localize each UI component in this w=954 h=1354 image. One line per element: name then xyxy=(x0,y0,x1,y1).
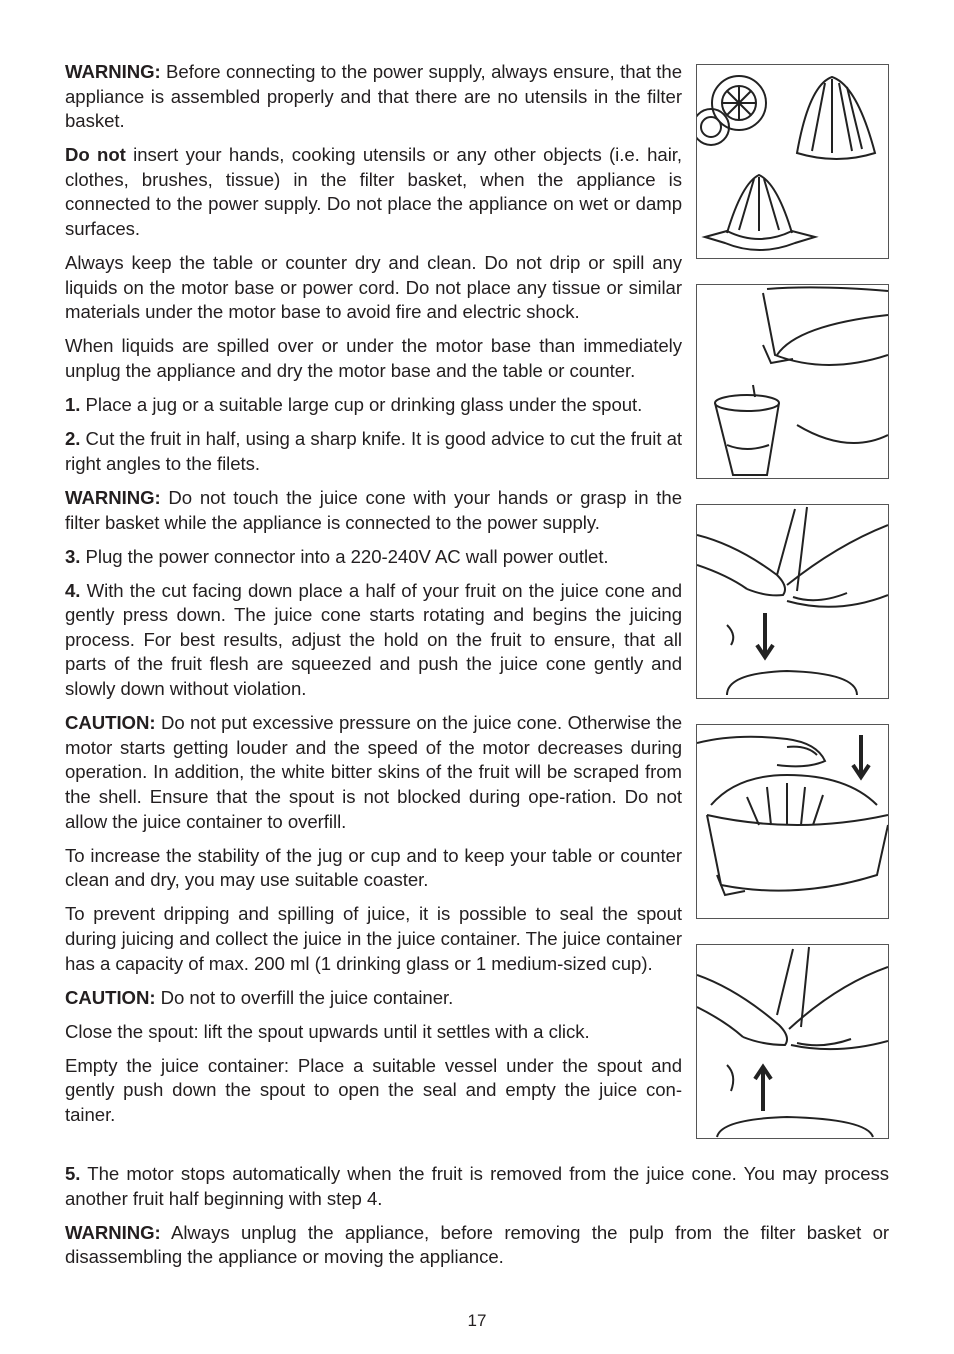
jug-under-spout-illustration xyxy=(697,285,888,478)
paragraph-seal-spout: To prevent dripping and spilling of juice, it is possible to seal the spout during juicing and collect the juice in the juice container. The juice container has a capacity of max. 200 ml (1 drinking glass or 1 medium-sized cup). xyxy=(65,903,682,974)
paragraph-caution-overfill: CAUTION: Do not to overfill the juice container. xyxy=(65,986,454,1008)
paragraph-warning-assembly: WARNING: Before connecting to the power supply, always ensure, that the appliance is assembled properly and that there are no utensils in the filter basket. xyxy=(65,61,682,132)
main-text-column xyxy=(65,60,682,1137)
paragraph-spilled-liquids: When liquids are spilled over or under the motor base than immediately unplug the appliance and dry the motor base and the table or counter. xyxy=(65,335,682,382)
spout-up-illustration xyxy=(697,945,888,1138)
figure-hand-on-cone xyxy=(696,724,889,919)
step-2: 2. Cut the fruit in half, using a sharp knife. It is good advice to cut the fruit at right angles to the filets. xyxy=(65,428,682,474)
paragraph-keep-dry: Always keep the table or counter dry and clean. Do not drip or spill any liquids on the motor base or power cord. Do not place any tissue or similar materials under the motor base to avoid fire and electric shock. xyxy=(65,252,682,323)
figure-juice-cones xyxy=(696,64,889,259)
juice-cones-illustration xyxy=(697,65,888,258)
paragraph-do-not-insert: Do not insert your hands, cooking utensils or any other objects (i.e. hair, clothes, brushes, tissue) in the filter basket, when the appliance is connected to the power supply. Do not place the appliance on wet or damp surfaces. xyxy=(65,144,683,240)
page-number: 17 xyxy=(467,1311,487,1330)
figure-jug-under-spout xyxy=(696,284,889,479)
paragraph-warning-unplug: WARNING: Always unplug the appliance, before removing the pulp from the filter basket or disassembling the appliance or moving the appliance. xyxy=(65,1221,889,1268)
hand-on-cone-illustration xyxy=(697,725,888,918)
step-4: 4. With the cut facing down place a half of your fruit on the juice cone and gently press down. The juice cone starts rotating and begins the juicing process. For best results, adjust the hold on the fruit to ensure, that all parts of the fruit flesh are squeezed and push the juice cone gently and slowly down without violation. xyxy=(65,579,682,700)
figure-spout-up xyxy=(696,944,889,1139)
figure-press-fruit xyxy=(696,504,889,699)
press-fruit-illustration xyxy=(697,505,888,698)
step-5: 5. The motor stops automatically when the fruit is removed from the juice cone. You may process another fruit half beginning with step 4. xyxy=(65,1163,889,1209)
step-3: 3. Plug the power connector into a 220-240V AC wall power outlet. xyxy=(65,545,609,567)
step-1: 1. Place a jug or a suitable large cup or drinking glass under the spout. xyxy=(65,394,643,416)
paragraph-close-spout: Close the spout: lift the spout upwards until it settles with a click. xyxy=(65,1020,590,1042)
paragraph-caution-pressure: CAUTION: Do not put excessive pressure on the juice cone. Otherwise the motor starts getting louder and the speed of the motor decreases during operation. In addition, the white bitter skins of the fruit will be scraped from the shell. Ensure that the spout is not blocked during ope-ration. Do not allow the juice container to overfill. xyxy=(65,712,682,832)
paragraph-empty-container: Empty the juice container: Place a suitable vessel under the spout and gently push down the spout to open the seal and empty the juice con-tainer. xyxy=(65,1054,682,1125)
paragraph-stability: To increase the stability of the jug or cup and to keep your table or counter clean and dry, you may use suitable coaster. xyxy=(65,844,682,891)
full-width-text xyxy=(65,1162,889,1279)
paragraph-warning-juice-cone: WARNING: Do not touch the juice cone with your hands or grasp in the filter basket while the appliance is connected to the power supply. xyxy=(65,486,682,533)
